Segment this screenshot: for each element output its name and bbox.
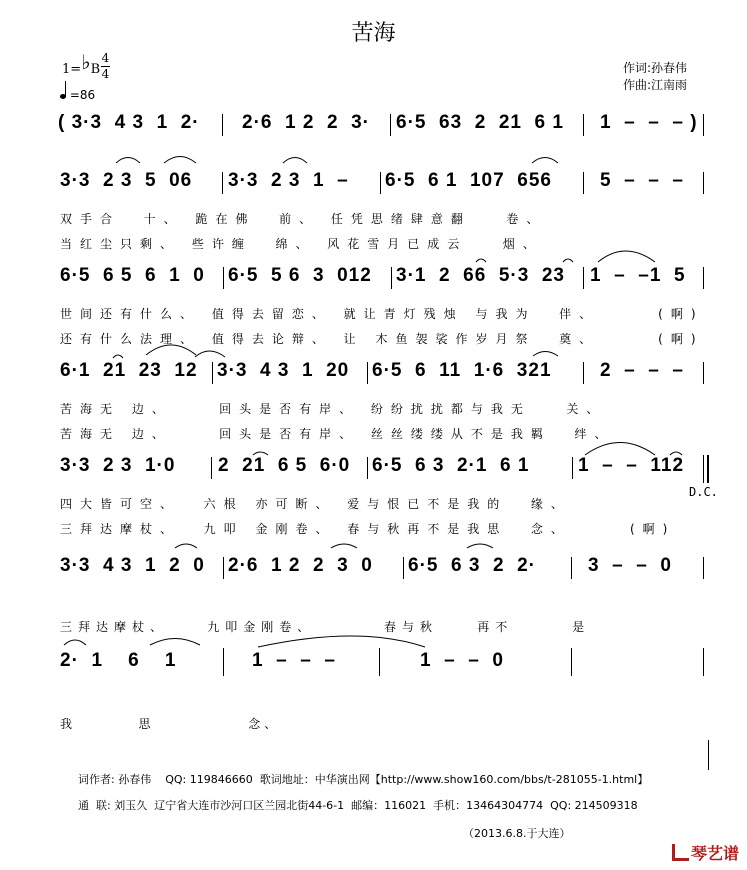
measure: 2 – – – xyxy=(600,360,684,381)
measure: 1 – – – ) xyxy=(600,112,698,133)
score-line-7 xyxy=(0,650,747,676)
song-title: 苦海 xyxy=(351,21,396,46)
measure: 1 – – 112 xyxy=(578,455,685,476)
logo-icon xyxy=(672,844,689,861)
measure: 6·5 6 11 1·6 321 xyxy=(372,360,552,381)
measure: 2·6 1 2 2 3· xyxy=(242,112,371,133)
footer-line-1: 词作者: 孙春伟 QQ: 119846660 歌词地址：中华演出网【http://www.show160.com/bbs/t-281055-1.html】 xyxy=(78,773,649,786)
measure: 1 – – 0 xyxy=(420,650,504,671)
score-line-4 xyxy=(0,360,747,386)
score-line-5 xyxy=(0,455,747,499)
end-barline xyxy=(708,740,709,770)
lyricist: 作词:孙春伟 xyxy=(622,61,687,75)
composer: 作曲:江南雨 xyxy=(622,78,687,92)
measure: 6·5 6 3 2 2· xyxy=(408,555,537,576)
score-line-6 xyxy=(0,555,747,581)
measure: 3·3 4 3 1 2 0 xyxy=(60,555,205,576)
da-capo-mark: D.C. xyxy=(689,485,718,499)
measure: 3·3 4 3 1 20 xyxy=(217,360,350,381)
measure: 6·5 6 1 107 656 xyxy=(385,170,552,191)
lyrics-url-link[interactable]: 【http://www.show160.com/bbs/t-281055-1.html】 xyxy=(369,773,649,786)
time-bottom: 4 xyxy=(101,67,110,81)
score-line-2 xyxy=(0,170,747,196)
score-line-3 xyxy=(0,265,747,291)
coda-lyrics: 我 思 念、 xyxy=(60,717,281,731)
watermark-logo: 琴艺谱 xyxy=(672,841,739,864)
footer-line-2: 通 联: 刘玉久 辽宁省大连市沙河口区兰园北街44-6-1 邮编：116021 手机：13464304774 QQ: 214509318 xyxy=(78,799,638,812)
measure: 6·5 63 2 21 6 1 xyxy=(396,112,564,133)
lyric-verse-1: 双手合 十、 跪在佛 前、 任凭思绪肆意翻 卷、 xyxy=(60,212,547,226)
measure: 2·6 1 2 2 3 0 xyxy=(228,555,373,576)
measure: 2 21 6 5 6·0 xyxy=(218,455,351,476)
measure: 3·3 2 3 1·0 xyxy=(60,455,176,476)
key-note: B xyxy=(90,62,101,77)
time-top: 4 xyxy=(101,51,110,65)
measure: ( 3·3 4 3 1 2· xyxy=(58,112,200,133)
measure: 2· 1 6 1 xyxy=(60,650,177,671)
measure: 3·1 2 66 5·3 23 xyxy=(396,265,565,286)
lyric-verse-1: 苦海无 边、 回头是否有岸、 纷纷扰扰都与我无 关、 xyxy=(60,402,607,416)
measure: 6·5 6 5 6 1 0 xyxy=(60,265,205,286)
measure: 3·3 2 3 5 06 xyxy=(60,170,193,191)
tempo-value: =86 xyxy=(69,88,96,102)
measure: 5 – – – xyxy=(600,170,684,191)
measure: 1 – –1 5 xyxy=(590,265,686,286)
measure: 6·5 5 6 3 012 xyxy=(228,265,372,286)
score-line-1 xyxy=(0,112,747,138)
lyric-verse-2: 苦海无 边、 回头是否有岸、 丝丝缕缕从不是我羁 绊、 xyxy=(60,427,615,441)
lyric-verse-1: 世间还有什么、 值得去留恋、 就让青灯残烛 与我为 伴、 (啊) xyxy=(60,307,704,321)
final-barline xyxy=(703,455,709,483)
lyric-verse-1: 四大皆可空、 六根 亦可断、 爱与恨已不是我的 缘、 xyxy=(60,497,571,511)
lyric-verse-2: 三拜达摩杖、 九叩 金刚卷、 春与秋再不是我思 念、 (啊) xyxy=(60,522,676,536)
measure: 1 – – – xyxy=(252,650,336,671)
measure: 6·1 21 23 12 xyxy=(60,360,198,381)
measure: 3·3 2 3 1 – xyxy=(228,170,349,191)
measure: 6·5 6 3 2·1 6 1 xyxy=(372,455,530,476)
measure: 3 – – 0 xyxy=(588,555,672,576)
composition-date: （2013.6.8.于大连） xyxy=(463,827,571,840)
flat-icon: ♭ xyxy=(81,50,91,74)
lyric-verse-2: 还有什么法理、 值得去论辩、 让 木鱼袈裟作岁月祭 奠、 (啊) xyxy=(60,332,704,346)
lyric-line: 三拜达摩杖、 九叩金刚卷、 春与秋 再不 是 xyxy=(60,620,591,634)
key-label: 1= xyxy=(62,62,82,77)
lyric-verse-2: 当红尘只剩、 些许缠 绵、 风花雪月已成云 烟、 xyxy=(60,237,543,251)
